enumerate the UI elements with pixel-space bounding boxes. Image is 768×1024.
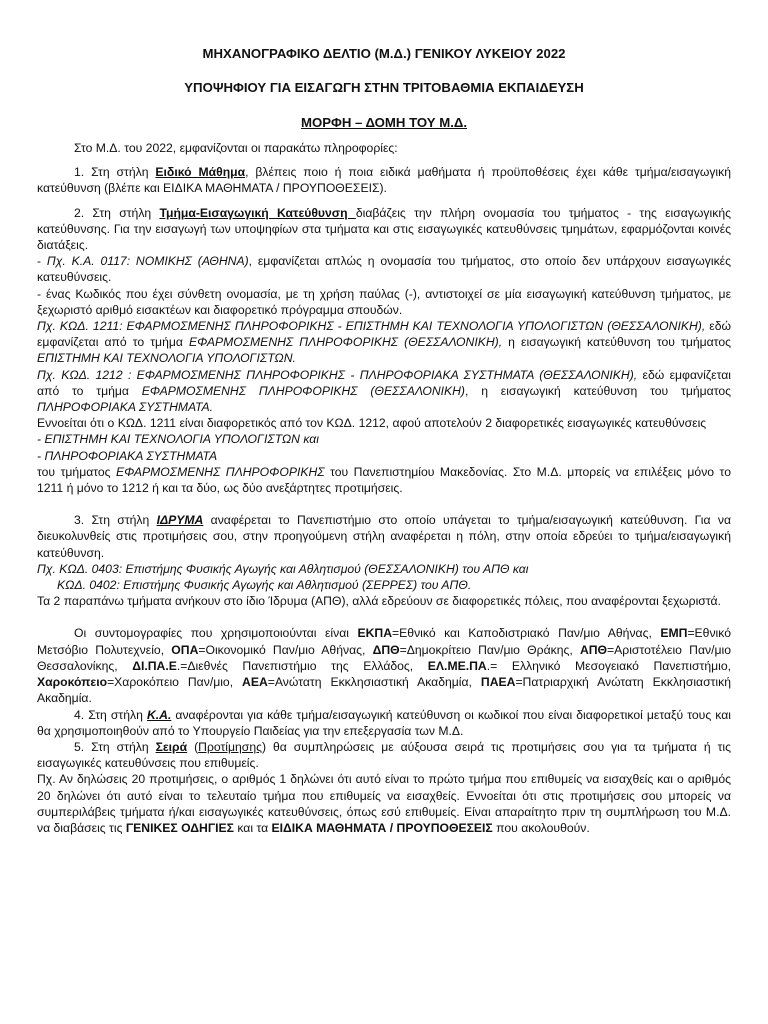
text: =Χαροκόπειο Παν/μιο, [107, 675, 243, 690]
text: =Εθνικό και Καποδιστριακό Παν/μιο Αθήνας, [392, 626, 661, 641]
text: ΕΦΑΡΜΟΣΜΕΝΗΣ ΠΛΗΡΟΦΟΡΙΚΗΣ (ΘΕΣΣΑΛΟΝΙΚΗ), [188, 335, 503, 350]
text: διαβάζεις την πλήρη ονομασία του τμήματος - της εισαγωγικής κατεύθυνσης. Για την εισαγωγή των υποψηφίων στα τμήματα και στις εισαγωγικές κατευθύνσεις τμημάτων, εφαρμόζονται κοινές διατάξεις. [37, 205, 731, 253]
abbr: ΕΚΠΑ [357, 626, 393, 641]
text: Οι συντομογραφίες που χρησιμοποιούνται είναι [74, 626, 358, 641]
text: ( [187, 739, 199, 754]
note-idryma: Τα 2 παραπάνω τμήματα ανήκουν στο ίδιο Ίδρυμα (ΑΠΘ), αλλά εδρεύουν σε διαφορετικές πόλεις, που αναφέρονται ξεχωριστά. [37, 594, 721, 609]
text: του Πανεπιστημίου Μακεδονίας. Στο Μ.Δ. μπορείς να επιλέξεις μόνο το 1211 ή μόνο το 1212 ή και τα δύο, ως δύο ανεξάρτητες προτιμήσεις. [37, 464, 731, 496]
note-1211-1212: Εννοείται ότι ο ΚΩΔ. 1211 είναι διαφορετικός από τον ΚΩΔ. 1212, αφού αποτελούν 2 διαφορετικές εισαγωγικές κατευθύνσεις [37, 416, 707, 431]
closing-paragraph-2 [37, 464, 731, 496]
term-idryma: ΙΔΡΥΜΑ [156, 513, 204, 528]
example-1212 [37, 367, 731, 416]
paragraph-1 [37, 164, 731, 196]
text: 1. Στη στήλη [74, 165, 156, 180]
text: 5. Στη στήλη [74, 739, 156, 754]
abbr: ΔΙ.ΠΑ.Ε [132, 658, 177, 673]
paragraph-2 [37, 205, 731, 254]
intro-paragraph: Στο Μ.Δ. του 2022, εμφανίζονται οι παρακάτω πληροφορίες: [74, 141, 398, 155]
paragraph-3 [37, 512, 731, 561]
text: =Δημοκρίτειο Παν/μιο Θράκης, [399, 642, 580, 657]
text: , εμφανίζεται απλώς η ονομασία του τμήματος, στο οποίο δεν υπάρχουν εισαγωγικές κατευθύνσεις. [37, 254, 731, 285]
text: εδώ εμφανίζεται από το τμήμα [37, 367, 731, 398]
abbr: ΑΠΘ [579, 642, 608, 657]
document-title: ΜΗΧΑΝΟΓΡΑΦΙΚΟ ΔΕΛΤΙΟ (Μ.Δ.) ΓΕΝΙΚΟΥ ΛΥΚΕΙΟΥ 2022 [202, 46, 566, 61]
section-title: ΜΟΡΦΗ – ΔΟΜΗ ΤΟΥ Μ.Δ. [300, 115, 468, 130]
document-page [37, 46, 731, 836]
example-0403: Πχ. ΚΩΔ. 0403: Επιστήμης Φυσικής Αγωγής και Αθλητισμού (ΘΕΣΣΑΛΟΝΙΚΗ) του ΑΠΘ και [37, 561, 529, 576]
abbr: ΟΠΑ [171, 642, 199, 657]
special-courses-ref: ΕΙΔΙΚΑ ΜΑΘΗΜΑΤΑ / ΠΡΟΥΠΟΘΕΣΕΙΣ [271, 820, 493, 835]
text: =Πατριαρχική Ανώτατη Εκκλησιαστική Ακαδημία. [37, 675, 732, 706]
paragraph-5-example [37, 771, 731, 836]
example-0117 [37, 253, 731, 285]
text: =Ανώτατη Εκκλησιαστική Ακαδημία, [267, 675, 481, 690]
text: και τα [233, 820, 272, 835]
abbreviations-paragraph [37, 625, 731, 706]
text: η εισαγωγική κατεύθυνση του τμήματος [502, 335, 731, 350]
text: Πχ. ΚΩΔ. 1211: ΕΦΑΡΜΟΣΜΕΝΗΣ ΠΛΗΡΟΦΟΡΙΚΗΣ - ΕΠΙΣΤΗΜΗ ΚΑΙ ΤΕΧΝΟΛΟΓΙΑ ΥΠΟΛΟΓΙΣΤΩΝ (ΘΕΣΣΑΛΟΝΙΚΗ), [37, 319, 706, 334]
text: , βλέπεις ποιο ή ποια ειδικά μαθήματα ή προϋποθέσεις έχει κάθε τμήμα/εισαγωγική κατεύθυνση (βλέπε και ΕΙΔΙΚΑ ΜΑΘΗΜΑΤΑ / ΠΡΟΥΠΟΘΕΣΕΙΣ). [37, 165, 732, 196]
text: αναφέρονται για κάθε τμήμα/εισαγωγική κατεύθυνση οι κωδικοί που είναι διαφορετικοί μεταξύ τους και θα χρησιμοποιηθούν από το Υπουργείο Παιδείας για την επεξεργασία των Μ.Δ. [37, 707, 731, 738]
text: Πχ. ΚΩΔ. 1212 : ΕΦΑΡΜΟΣΜΕΝΗΣ ΠΛΗΡΟΦΟΡΙΚΗΣ - ΠΛΗΡΟΦΟΡΙΑΚΑ ΣΥΣΤΗΜΑΤΑ (ΘΕΣΣΑΛΟΝΙΚΗ), [37, 367, 638, 382]
text: Πχ. Κ.Α. 0117: ΝΟΜΙΚΗΣ (ΑΘΗΝΑ) [46, 254, 249, 269]
example-0402: ΚΩΔ. 0402: Επιστήμης Φυσικής Αγωγής και Αθλητισμού (ΣΕΡΡΕΣ) του ΑΠΘ. [57, 578, 472, 593]
text: εδώ εμφανίζεται από το τμήμα [37, 319, 731, 350]
text: - [37, 254, 47, 269]
direction-1: - ΕΠΙΣΤΗΜΗ ΚΑΙ ΤΕΧΝΟΛΟΓΙΑ ΥΠΟΛΟΓΙΣΤΩΝ και [37, 432, 319, 447]
text: =Εθνικό Μετσόβιο Πολυτεχνείο, [37, 626, 731, 657]
paragraph-4 [37, 707, 731, 739]
abbr: ΕΛ.ΜΕ.ΠΑ [427, 658, 487, 673]
text: ΕΦΑΡΜΟΣΜΕΝΗΣ ΠΛΗΡΟΦΟΡΙΚΗΣ [116, 464, 325, 479]
text: αναφέρεται το Πανεπιστήμιο στο οποίο υπάγεται το τμήμα/εισαγωγική κατεύθυνση. Για να διευκολυνθείς στις προτιμήσεις σου, στην προηγούμενη στήλη αναφέρεται η πόλη, στην οποία εδρεύει το τμήμα/εισαγωγική κατεύθυνση. [37, 513, 731, 560]
term-ka: Κ.Α. [146, 707, 172, 722]
text: 3. Στη στήλη [74, 513, 157, 528]
term-eidiko-mathima: Ειδικό Μάθημα [155, 165, 246, 180]
example-1211 [37, 318, 731, 367]
general-instructions-ref: ΓΕΝΙΚΕΣ ΟΔΗΓΙΕΣ [125, 820, 234, 835]
term-protimisis: Προτίμησης [198, 739, 262, 754]
text: ) θα συμπληρώσεις με αύξουσα σειρά τις προτιμήσεις σου για τα τμήματα ή τις εισαγωγικές κατευθύνσεις που επιθυμείς. [37, 739, 731, 771]
example-composite: - ένας Κωδικός που έχει σύνθετη ονομασία, με τη χρήση παύλας (-), αντιστοιχεί σε μία εισαγωγική κατεύθυνση τμήματος, με ξεχωριστό αριθμό εισακτέων και διαφορετικό πρόγραμμα σπουδών. [37, 286, 731, 317]
term-seira: Σειρά [155, 739, 188, 754]
text: 4. Στη στήλη [74, 707, 147, 722]
text: =Αριστοτέλειο Παν/μιο Θεσσαλονίκης, [37, 642, 731, 673]
text: .= Ελληνικό Μεσογειακό Πανεπιστήμιο, [486, 658, 732, 673]
text: Πχ. Αν δηλώσεις 20 προτιμήσεις, ο αριθμός 1 δηλώνει ότι αυτό είναι το πρώτο τμήμα που επιθυμείς να εισαχθείς και ο αριθμός 20 δηλώνει ότι αυτό είναι το τελευταίο τμήμα που επιθυμείς να εισαχθείς. Εννοείται ότι στις προτιμήσεις σου μπορείς να συμπεριλάβεις τμήματα ή/και εισαγωγικές κατευθύνσεις, όπως εσύ επιθυμείς. Είναι απαραίτητο πριν τη συμπλήρωση του Μ.Δ. να διαβάσεις τις [37, 772, 731, 835]
abbr: ΕΜΠ [660, 626, 688, 641]
text: ΕΠΙΣΤΗΜΗ ΚΑΙ ΤΕΧΝΟΛΟΓΙΑ ΥΠΟΛΟΓΙΣΤΩΝ. [37, 351, 296, 366]
text: ΕΦΑΡΜΟΣΜΕΝΗΣ ΠΛΗΡΟΦΟΡΙΚΗΣ (ΘΕΣΣΑΛΟΝΙΚΗ) [141, 383, 465, 398]
text: =Οικονομικό Παν/μιο Αθήνας, [198, 642, 373, 657]
text: , η εισαγωγική κατεύθυνση του τμήματος [465, 383, 731, 398]
text: που ακολουθούν. [492, 820, 590, 835]
abbr: ΠΑΕΑ [480, 675, 516, 690]
text: .=Διεθνές Πανεπιστήμιο της Ελλάδος, [176, 658, 428, 673]
direction-2: - ΠΛΗΡΟΦΟΡΙΑΚΑ ΣΥΣΤΗΜΑΤΑ [37, 448, 218, 463]
abbr: Χαροκόπειο [37, 675, 108, 690]
document-subtitle: ΥΠΟΨΗΦΙΟΥ ΓΙΑ ΕΙΣΑΓΩΓΗ ΣΤΗΝ ΤΡΙΤΟΒΑΘΜΙΑ ΕΚΠΑΙΔΕΥΣΗ [184, 80, 584, 95]
text: του τμήματος [37, 464, 117, 479]
abbr: ΑΕΑ [242, 675, 268, 690]
text: ΠΛΗΡΟΦΟΡΙΑΚΑ ΣΥΣΤΗΜΑΤΑ. [37, 400, 214, 415]
paragraph-5 [37, 739, 731, 771]
term-tmima: Τμήμα-Εισαγωγική Κατεύθυνση [159, 205, 356, 220]
text: 2. Στη στήλη [74, 205, 160, 220]
abbr: ΔΠΘ [372, 642, 400, 657]
